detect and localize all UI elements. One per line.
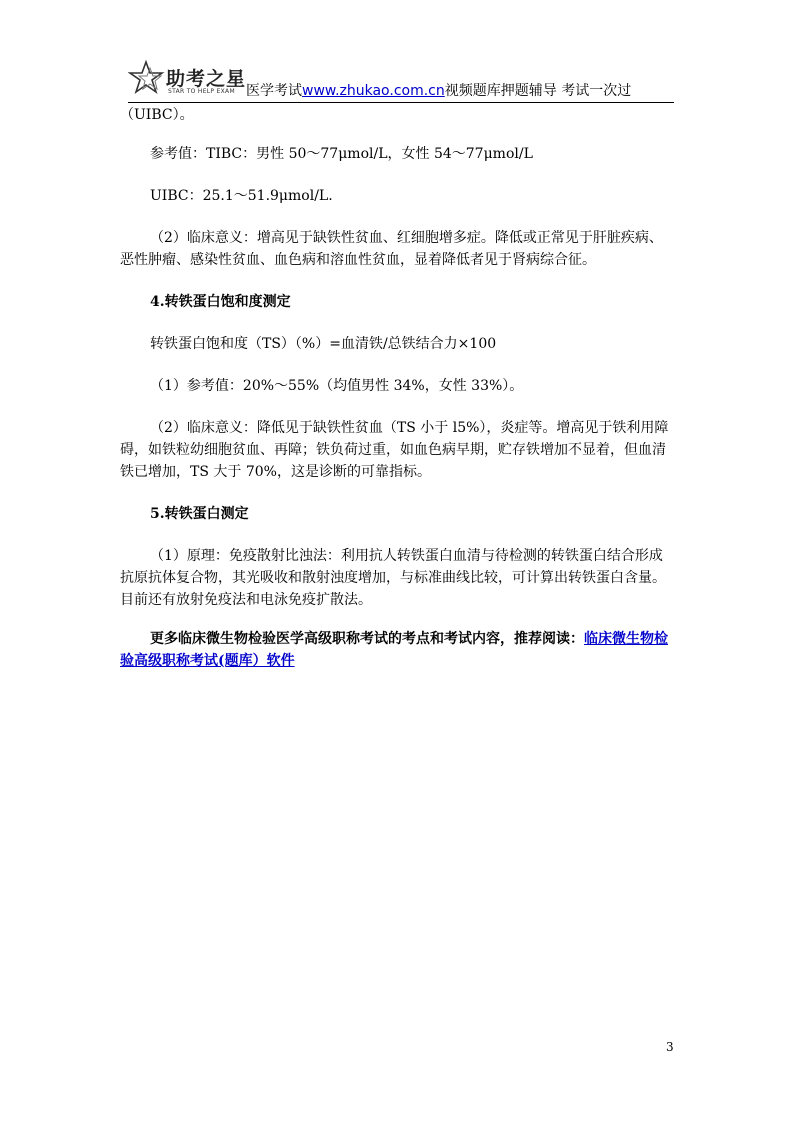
section-heading-4: 4.转铁蛋白饱和度测定	[150, 294, 291, 310]
header-url-link[interactable]: www.zhukao.com.cn	[302, 83, 445, 99]
logo-text: 助考之星	[166, 68, 247, 90]
logo	[128, 58, 246, 100]
paragraph-clinical-significance-1: （2）临床意义：增高见于缺铁性贫血、红细胞增多症。降低或正常见于肝脏疾病、恶性肿瘤、感染性贫血、血色病和溶血性贫血，显着降低者见于肾病综合征。	[120, 230, 663, 268]
paragraph-ts-formula: 转铁蛋白饱和度（TS）（%）=血清铁/总铁结合力×100	[150, 336, 497, 352]
header-suffix: 视频题库押题辅导 考试一次过	[444, 83, 632, 99]
document-body	[120, 104, 676, 672]
logo-subtitle: STAR TO HELP EXAM	[168, 88, 235, 95]
paragraph-principle: （1）原理：免疫散射比浊法：利用抗人转铁蛋白血清与待检测的转铁蛋白结合形成抗原抗体复合物，其光吸收和散射浊度增加，与标准曲线比较，可计算出转铁蛋白含量。目前还有放射免疫法和电泳免疫扩散法。	[120, 548, 666, 608]
paragraph-reference-uibc: UIBC：25.1～51.9μmol/L.	[150, 188, 333, 204]
paragraph-recommendation	[120, 628, 676, 672]
paragraph-clinical-significance-2: （2）临床意义：降低见于缺铁性贫血（TS 小于 l5%），炎症等。增高见于铁利用障碍，如铁粒幼细胞贫血、再障；铁负荷过重，如血色病早期，贮存铁增加不显着，但血清铁已增加，TS 大于 70%，这是诊断的可靠指标。	[120, 420, 669, 480]
paragraph-ts-reference: （1）参考值：20%～55%（均值男性 34%，女性 33%）。	[150, 378, 524, 394]
page-number: 3	[666, 1040, 674, 1054]
recommended-software-link[interactable]: 临床微生物检验高级职称考试(题库）软件	[120, 631, 668, 669]
header-prefix: 医学考试	[246, 83, 302, 99]
recommendation-text: 更多临床微生物检验医学高级职称考试的考点和考试内容，推荐阅读：	[150, 631, 584, 647]
star-logo-icon	[128, 58, 168, 100]
page-header	[128, 58, 674, 103]
paragraph-uibc: （UIBC）。	[120, 107, 194, 123]
header-tagline	[246, 80, 631, 100]
section-heading-5: 5.转铁蛋白测定	[150, 506, 249, 522]
paragraph-reference-tibc: 参考值：TIBC：男性 50～77μmol/L，女性 54～77μmol/L	[150, 146, 533, 162]
